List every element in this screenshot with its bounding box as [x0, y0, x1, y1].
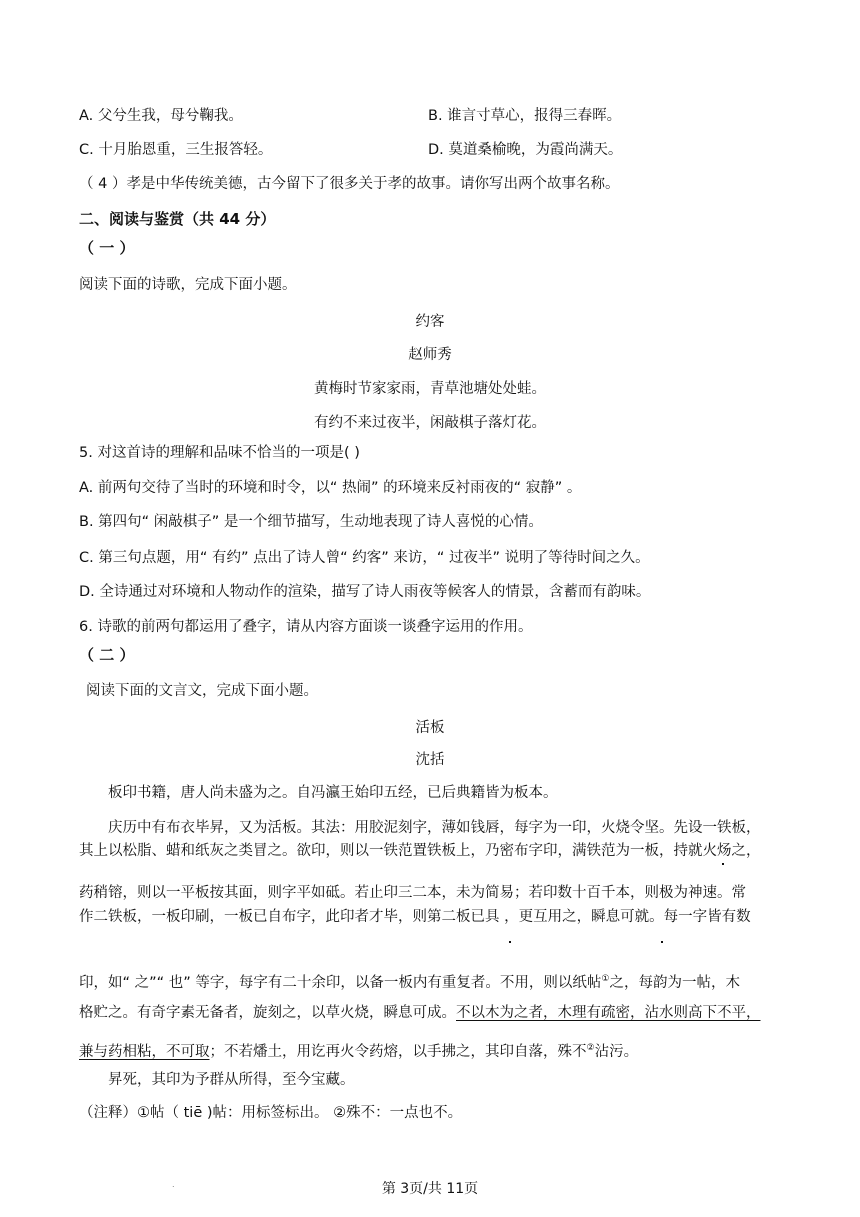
line-5-text-b: 之，每韵为一帖，木: [609, 974, 740, 991]
q4-option-a: A. 父兮生我，母兮鞠我。: [79, 108, 243, 124]
q4-prompt: （ 4 ）孝是中华传统美德，古今留下了很多关于孝的故事。请你写出两个故事名称。: [79, 176, 620, 192]
note-marker-1: ①: [601, 974, 610, 984]
note-marker-2: ②: [586, 1043, 595, 1053]
line-7-text-c: 沾污。: [594, 1043, 639, 1060]
line-7-text-b: ；不若燔土，用讫再火令药熔，以手拂之，其印自落，殊不: [209, 1043, 587, 1060]
essay-p2-line-7: [79, 1038, 638, 1062]
q5-option-a: A. 前两句交待了当时的环境和时令，以“ 热闹” 的环境来反衬雨夜的“ 寂静” 。: [79, 480, 582, 496]
underlined-sentence-part-2: 兼与药相粘，不可取: [79, 1043, 210, 1060]
line-5-text-a: 印，如“ 之”“ 也” 等字，每字有二十余印，以备一板内有重复者。不用，则以纸帖: [79, 974, 602, 991]
essay-p2-line-2: 其上以松脂、蜡和纸灰之类冒之。欲印，则以一铁范置铁板上，乃密布字印，满铁范为一板，持就火炀之，: [79, 843, 761, 859]
emphasis-dot: [722, 863, 724, 865]
essay-author: 沈括: [415, 752, 445, 768]
stray-mark: .: [172, 1180, 175, 1189]
essay-title: 活板: [415, 720, 445, 736]
essay-p2-line-3: 药稍镕，则以一平板按其面，则字平如砥。若止印三二本，未为简易；若印数十百千本，则极为神速。常: [79, 885, 746, 901]
part1-label: （ 一 ）: [79, 239, 135, 257]
emphasis-dot: [509, 941, 511, 943]
q4-option-d: D. 莫道桑榆晚，为霞尚满天。: [428, 142, 623, 158]
essay-p2-line-4: 作二铁板，一板印刷，一板已自布字，此印者才毕，则第二板已具 ，更互用之，瞬息可就。每一字皆有数: [79, 909, 751, 925]
part2-instruction: 阅读下面的文言文，完成下面小题。: [86, 683, 318, 699]
essay-paragraph-3: 昇死，其印为予群从所得，至今宝藏。: [108, 1072, 355, 1088]
q5-option-d: D. 全诗通过对环境和人物动作的渲染，描写了诗人雨夜等候客人的情景，含蓄而有韵味。: [79, 584, 651, 600]
page-footer: 第 3页/共 11页: [381, 1181, 479, 1197]
annotation-notes: （注释）①帖（ tiē )帖：用标签标出。 ②殊不：一点也不。: [79, 1105, 463, 1121]
q5-option-b: B. 第四句“ 闲敲棋子” 是一个细节描写，生动地表现了诗人喜悦的心情。: [79, 514, 543, 530]
essay-p2-line-1: 庆历中有布衣毕昇，又为活板。其法：用胶泥刻字，薄如钱唇，每字为一印，火烧令坚。先设一铁板，: [108, 820, 761, 836]
q4-option-b: B. 谁言寸草心，报得三春晖。: [428, 108, 622, 124]
q5-option-c: C. 第三句点题，用“ 有约” 点出了诗人曾“ 约客” 来访，“ 过夜半” 说明了等待时间之久。: [79, 550, 650, 566]
part1-instruction: 阅读下面的诗歌，完成下面小题。: [79, 277, 297, 293]
part2-label: （ 二 ）: [79, 646, 135, 664]
poem-author: 赵师秀: [408, 347, 452, 363]
question-6: 6. 诗歌的前两句都运用了叠字，请从内容方面谈一谈叠字运用的作用。: [79, 619, 533, 635]
line-6-text: 格贮之。有奇字素无备者，旋刻之，以草火烧，瞬息可成。: [79, 1005, 456, 1021]
poem-line-1: 黄梅时节家家雨，青草池塘处处蛙。: [314, 381, 546, 397]
question-5: 5. 对这首诗的理解和品味不恰当的一项是( ): [79, 445, 360, 461]
essay-p2-line-5: [79, 969, 740, 993]
poem-title: 约客: [415, 314, 445, 330]
essay-paragraph-1: 板印书籍，唐人尚未盛为之。自冯瀛王始印五经，已后典籍皆为板本。: [108, 785, 558, 801]
q4-option-c: C. 十月胎恩重，三生报答轻。: [79, 142, 273, 158]
poem-line-2: 有约不来过夜半，闲敲棋子落灯花。: [314, 415, 546, 431]
section-title: 二、阅读与鉴赏（共 44 分）: [79, 210, 276, 228]
emphasis-dot: [661, 941, 663, 943]
underlined-sentence-part-1: 不以木为之者，木理有疏密，沾水则高下不平，: [456, 1005, 761, 1021]
essay-p2-line-6: [79, 1003, 761, 1023]
